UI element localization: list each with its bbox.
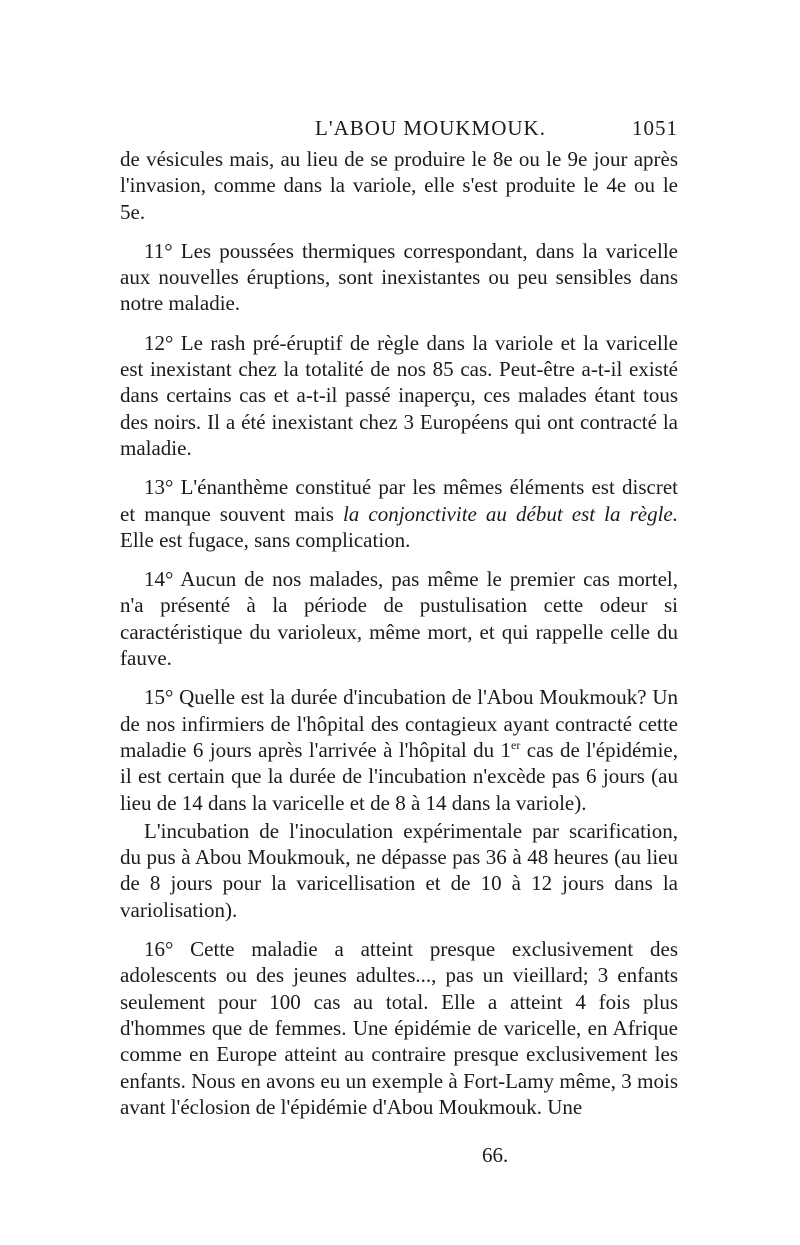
paragraph-16: 16° Cette maladie a atteint presque exclusivement des adolescents ou des jeunes adultes..., pas un vieillard; 3 enfants seulement pour 100 cas au total. Elle a atteint 4 fois plus d'hommes que de femmes. Une épidémie de varicelle, en Afrique comme en Europe atteint au contraire presque exclusivement les enfants. Nous en avons eu un exemple à Fort-Lamy même, 3 mois avant l'éclosion de l'épidémie d'Abou Moukmouk. Une bbox=[120, 937, 678, 1119]
paragraph-continuation: de vésicules mais, au lieu de se produire le 8e ou le 9e jour après l'invasion, comme dans la variole, elle s'est produite le 4e ou le 5e. bbox=[120, 147, 678, 224]
paragraph-11: 11° Les poussées thermiques correspondant, dans la varicelle aux nouvelles éruptions, sont inexistantes ou peu sensibles dans notre maladie. bbox=[120, 238, 678, 316]
paragraph-13-text: 13° L'énanthème constitué par les mêmes éléments est discret et manque souvent mais bbox=[120, 475, 678, 526]
paragraph-12: 12° Le rash pré-éruptif de règle dans la variole et la varicelle est inexistant chez la totalité de nos 85 cas. Peut-être a-t-il existé dans certains cas et a-t-il passé inaperçu, ces malades étant tous des noirs. Il a été inexistant chez 3 Européens qui ont contracté la maladie. bbox=[120, 330, 678, 460]
running-header bbox=[120, 112, 678, 146]
paragraph-13-ending: Elle est fugace, sans complication. bbox=[120, 527, 411, 552]
paragraph-15-text: 15° Quelle est la durée d'incubation de l'Abou Moukmouk? Un de nos infirmiers de l'hôpital des contagieux ayant contracté cette maladie 6 jours après l'arrivée à l'hôpital du 1 bbox=[120, 685, 678, 762]
paragraph-15 bbox=[120, 684, 678, 815]
paragraph-15-ending: cas de l'épidémie, il est certain que la durée de l'incubation n'excède pas 6 jours (au lieu de 14 dans la varicelle et de 8 à 14 dans la variole). bbox=[120, 737, 679, 815]
paragraph-14: 14° Aucun de nos malades, pas même le premier cas mortel, n'a présenté à la période de pustulisation cette odeur si caractéristique du varioleux, même mort, et qui rappelle celle du fauve. bbox=[120, 567, 678, 671]
document-page bbox=[120, 112, 678, 1120]
paragraph-13-italic-text: la conjonctivite au début est la règle. bbox=[342, 501, 678, 526]
superscript-er: er bbox=[511, 737, 521, 752]
running-title: L'ABOU MOUKMOUK. bbox=[315, 116, 546, 140]
page-number: 1051 bbox=[632, 116, 678, 140]
signature-mark: 66. bbox=[482, 1143, 509, 1167]
paragraph-13 bbox=[120, 474, 678, 553]
paragraph-15-continuation: L'incubation de l'inoculation expérimentale par scarification, du pus à Abou Moukmouk, ne dépasse pas 36 à 48 heures (au lieu de 8 jours pour la varicellisation et de 10 à 12 jours dans la variolisation). bbox=[120, 818, 678, 922]
